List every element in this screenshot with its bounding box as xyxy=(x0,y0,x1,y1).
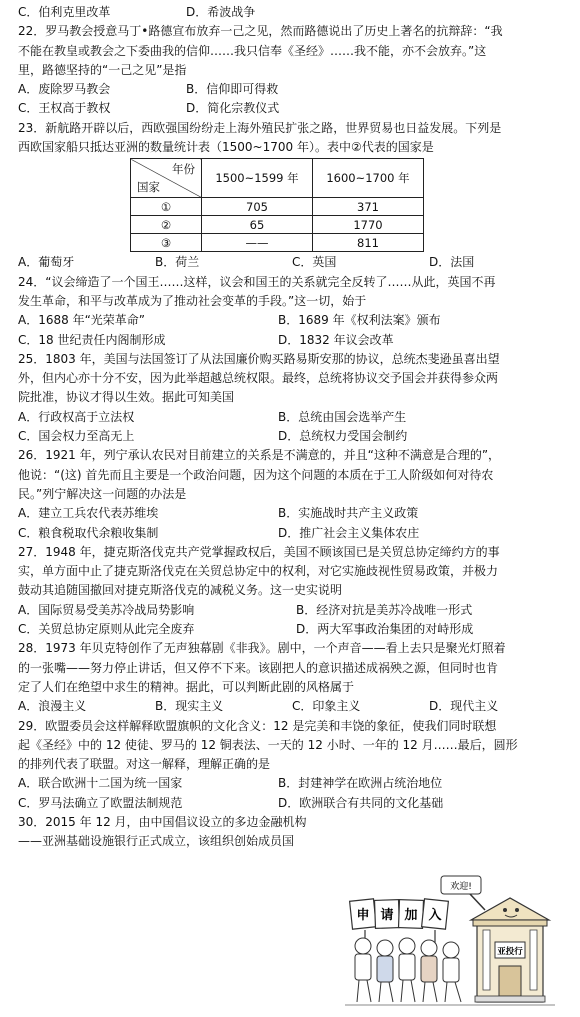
option-b[interactable]: B．信仰即可得救 xyxy=(186,82,279,97)
options-row xyxy=(18,408,566,427)
question-stem-line: 鼓动其追随国撤回对捷克斯洛伐克的减税义务。这一史实说明 xyxy=(18,583,343,598)
question-stem-line: 外，但内心亦十分不安，因为此举超越总统权限。最终，总统将协议交予国会并获得参众两 xyxy=(18,371,499,386)
crowd-of-people xyxy=(355,938,461,1002)
options-row xyxy=(18,253,566,272)
sign-char: 请 xyxy=(380,908,394,923)
table-cell: 705 xyxy=(202,198,313,216)
sign-char: 入 xyxy=(428,908,442,923)
column-header: 1500~1599 年 xyxy=(202,159,313,198)
table-cell: 1770 xyxy=(313,216,424,234)
question-stem-line: 里，路德坚持的“一己之见”是指 xyxy=(18,62,187,77)
question-23 xyxy=(18,119,566,273)
table-row xyxy=(131,198,424,216)
table-cell: 65 xyxy=(202,216,313,234)
option-b[interactable]: B．实施战时共产主义政策 xyxy=(278,506,419,521)
option-b[interactable]: B．荷兰 xyxy=(155,255,200,270)
question-stem-line: 西欧国家船只抵达亚洲的数量统计表（1500~1700 年）。表中②代表的国家是 xyxy=(18,140,434,155)
aiib-cartoon xyxy=(345,870,555,1010)
question-stem-line: 院批准，协议才得以生效。据此可知美国 xyxy=(18,390,235,405)
option-a[interactable]: A．废除罗马教会 xyxy=(18,82,111,97)
table-header-row xyxy=(131,159,424,198)
options-row xyxy=(18,331,566,350)
question-stem-line: 定了人们在绝望中求生的精神。据此，可以判断此剧的风格属于 xyxy=(18,679,355,694)
question-25 xyxy=(18,350,566,446)
option-a[interactable]: A．浪漫主义 xyxy=(18,699,87,714)
row-label: ③ xyxy=(131,234,202,252)
option-c[interactable]: C．国会权力至高无上 xyxy=(18,429,135,444)
options-row xyxy=(18,794,566,813)
option-b[interactable]: B．封建神学在欧洲占统治地位 xyxy=(278,776,443,791)
diagonal-header-cell xyxy=(131,159,202,198)
option-d[interactable]: D．总统权力受国会制约 xyxy=(278,429,408,444)
table-cell: —— xyxy=(202,234,313,252)
option-a[interactable]: A．建立工兵农代表苏维埃 xyxy=(18,506,159,521)
question-22 xyxy=(18,22,566,118)
option-d[interactable]: D．现代主义 xyxy=(429,699,499,714)
exam-page xyxy=(18,3,566,852)
option-a[interactable]: A．葡萄牙 xyxy=(18,255,75,270)
option-a[interactable]: A．国际贸易受美苏冷战局势影响 xyxy=(18,602,195,617)
header-country-label: 国家 xyxy=(137,180,160,195)
bank-label: 亚投行 xyxy=(497,947,523,957)
prev-question-options xyxy=(18,3,566,22)
option-c[interactable]: C．18 世纪责任内阁制形成 xyxy=(18,332,166,347)
question-stem-line: 他说：“(这) 首先而且主要是一个政治问题，因为这个问题的本质在于工人阶级如何对待农 xyxy=(18,467,494,482)
question-stem-line: 30．2015 年 12 月，由中国倡议设立的多边金融机构 xyxy=(18,814,307,829)
options-row xyxy=(18,311,566,330)
option-c[interactable]: C．英国 xyxy=(292,255,337,270)
welcome-text: 欢迎! xyxy=(450,882,472,892)
question-29 xyxy=(18,717,566,813)
option-c[interactable]: C．粮食税取代余粮收集制 xyxy=(18,525,159,540)
options-row xyxy=(18,620,566,639)
question-stem-line: 的一张嘴——努力停止讲话，但又停不下来。该剧把人的意识描述成祸殃之源，但同时也肯 xyxy=(18,660,499,675)
option-a[interactable]: A．行政权高于立法权 xyxy=(18,409,135,424)
option-d[interactable]: D．推广社会主义集体农庄 xyxy=(278,525,420,540)
options-row xyxy=(18,697,566,716)
row-label: ① xyxy=(131,198,202,216)
option-a[interactable]: A．1688 年“光荣革命” xyxy=(18,313,145,328)
options-row xyxy=(18,601,566,620)
question-stem-line: 22．罗马教会授意马丁•路德宣布放弃一己之见，然而路德说出了历史上著名的抗辩辞：“我 xyxy=(18,24,503,39)
question-stem-line: ——亚洲基础设施银行正式成立，该组织创始成员国 xyxy=(18,834,295,849)
options-row xyxy=(18,99,566,118)
option-b[interactable]: B．经济对抗是美苏冷战唯一形式 xyxy=(296,602,473,617)
table-cell: 811 xyxy=(313,234,424,252)
sign-char: 申 xyxy=(356,908,370,923)
option-a[interactable]: A．联合欧洲十二国为统一国家 xyxy=(18,776,183,791)
option-b[interactable]: B．总统由国会选举产生 xyxy=(278,409,407,424)
question-stem-line: 民。”列宁解决这一问题的办法是 xyxy=(18,486,187,501)
question-stem-line: 24．“议会缔造了一个国王……这样，议会和国王的关系就完全反转了……从此，英国不再 xyxy=(18,274,496,289)
table-row xyxy=(131,234,424,252)
option-c[interactable]: C．王权高于教权 xyxy=(18,101,111,116)
question-24 xyxy=(18,273,566,350)
option-c[interactable]: C．罗马法确立了欧盟法制规范 xyxy=(18,795,183,810)
question-stem-line: 实，单方面中止了捷克斯洛伐克在关贸总协定中的权利，对它实施歧视性贸易政策，并极力 xyxy=(18,564,499,579)
question-27 xyxy=(18,543,566,639)
option[interactable]: C．伯利克里改革 xyxy=(18,5,111,19)
option[interactable]: D．希波战争 xyxy=(186,5,256,19)
question-stem-line: 29．欧盟委员会这样解释欧盟旗帜的文化含义：12 是完美和丰饶的象征，使我们同时联想 xyxy=(18,718,497,733)
options-row xyxy=(18,524,566,543)
ship-count-table xyxy=(130,158,424,252)
question-stem-line: 发生革命，和平与改革成为了推动社会变革的手段。”这一切，始于 xyxy=(18,293,367,308)
option-d[interactable]: D．两大军事政治集团的对峙形成 xyxy=(296,622,474,637)
bank-building xyxy=(441,876,549,1002)
header-year-label: 年份 xyxy=(172,162,195,177)
option-b[interactable]: B．1689 年《权利法案》颁布 xyxy=(278,313,441,328)
table-row xyxy=(131,216,424,234)
column-header: 1600~1700 年 xyxy=(313,159,424,198)
cartoon-drawing xyxy=(345,870,555,1010)
table-cell: 371 xyxy=(313,198,424,216)
option-c[interactable]: C．关贸总协定原则从此完全废弃 xyxy=(18,622,195,637)
options-row xyxy=(18,504,566,523)
question-stem-line: 26．1921 年，列宁承认农民对目前建立的关系是不满意的，并且“这种不满意是合理的”， xyxy=(18,448,501,463)
row-label: ② xyxy=(131,216,202,234)
option-d[interactable]: D．欧洲联合有共同的文化基础 xyxy=(278,795,444,810)
question-stem-line: 25．1803 年，美国与法国签订了从法国廉价购买路易斯安那的协议，总统杰斐逊虽喜出望 xyxy=(18,351,500,366)
question-30 xyxy=(18,813,566,852)
question-26 xyxy=(18,446,566,542)
option-d[interactable]: D．1832 年议会改革 xyxy=(278,332,394,347)
options-row xyxy=(18,427,566,446)
question-28 xyxy=(18,639,566,716)
question-stem-line: 的排列代表了联盟。对这一解释，理解正确的是 xyxy=(18,757,271,772)
question-stem-line: 不能在教皇或教会之下委曲我的信仰……我只信奉《圣经》……我不能，亦不会放弃。”这 xyxy=(18,43,487,58)
question-stem-line: 起《圣经》中的 12 使徒、罗马的 12 铜表法、一天的 12 小时、一年的 12 月……最后，圆形 xyxy=(18,737,518,752)
option-d[interactable]: D．简化宗教仪式 xyxy=(186,101,280,116)
options-row xyxy=(18,80,566,99)
question-stem-line: 27．1948 年，捷克斯洛伐克共产党掌握政权后，美国不顾该国已是关贸总协定缔约方的事 xyxy=(18,544,500,559)
options-row xyxy=(18,774,566,793)
question-stem-line: 23．新航路开辟以后，西欧强国纷纷走上海外殖民扩张之路，世界贸易也日益发展。下列是 xyxy=(18,120,502,135)
sign-char: 加 xyxy=(404,908,418,923)
option-b[interactable]: B．现实主义 xyxy=(155,699,224,714)
option-d[interactable]: D．法国 xyxy=(429,255,475,270)
option-c[interactable]: C．印象主义 xyxy=(292,699,361,714)
question-stem-line: 28．1973 年贝克特创作了无声独幕剧《非我》。剧中，一个声音——看上去只是聚光灯照着 xyxy=(18,641,506,656)
